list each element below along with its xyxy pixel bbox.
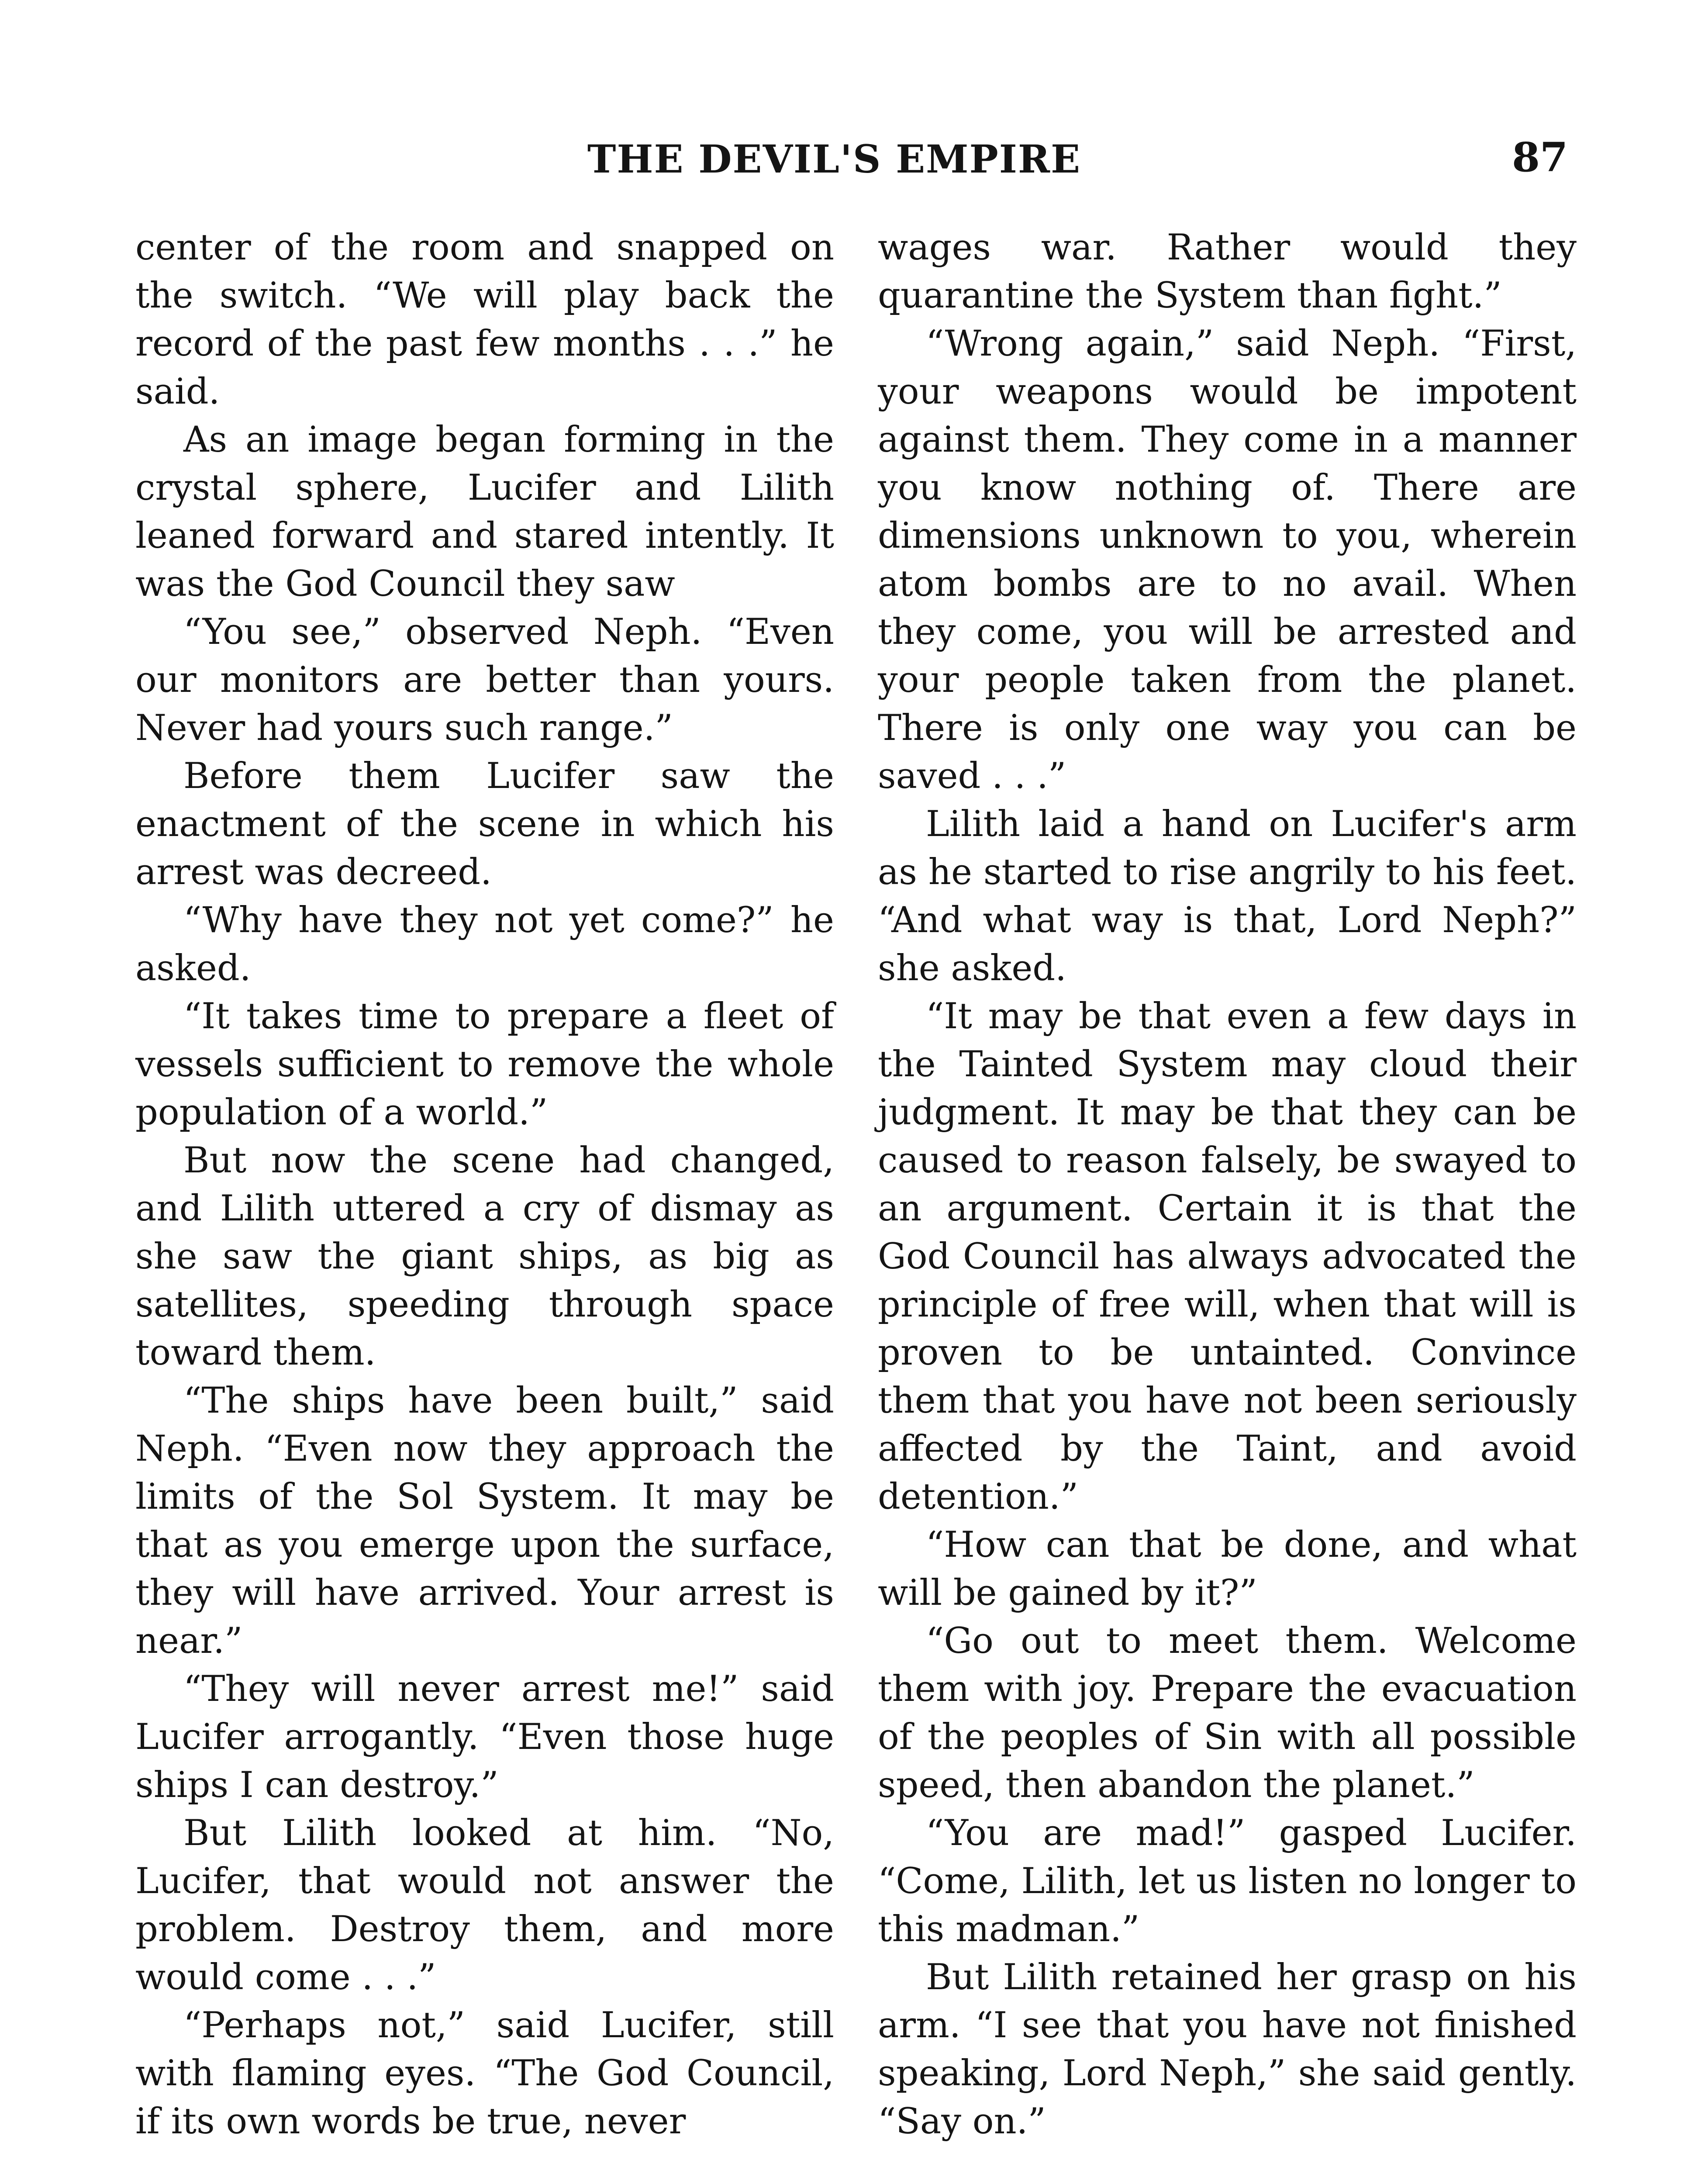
paragraph: But now the scene had changed, and Lilith uttered a cry of dismay as she saw the giant ships, as big as satellites, speeding through space toward them. — [135, 1140, 834, 1373]
paragraph: “Go out to meet them. Welcome them with joy. Prepare the evacuation of the peoples of Sin with all possible speed, then abandon the planet.” — [878, 1621, 1577, 1806]
left-column — [135, 224, 834, 2146]
running-header — [0, 136, 1691, 202]
paragraph: “Wrong again,” said Neph. “First, your weapons would be impotent against them. They come in a manner you know nothing of. There are dimensions unknown to you, wherein atom bombs are to no avail. When they come, you will be arrested and your people taken from the planet. There is only one way you can be saved . . .” — [878, 323, 1577, 797]
paragraph: “Perhaps not,” said Lucifer, still with flaming eyes. “The God Council, if its own words be true, never — [135, 2005, 834, 2142]
paragraph: “It takes time to prepare a fleet of vessels sufficient to remove the whole population of a world.” — [135, 996, 834, 1133]
paragraph: But Lilith retained her grasp on his arm. “I see that you have not finished speaking, Lord Neph,” she said gently. “Say on.” — [878, 1957, 1577, 2142]
running-title: THE DEVIL'S EMPIRE — [587, 136, 1081, 182]
paragraph: center of the room and snapped on the switch. “We will play back the record of the past few months . . .” he said. — [135, 227, 834, 412]
paragraph: Lilith laid a hand on Lucifer's arm as he started to rise angrily to his feet. “And what way is that, Lord Neph?” she asked. — [878, 804, 1577, 989]
paragraph: “It may be that even a few days in the Tainted System may cloud their judgment. It may be that they can be caused to reason falsely, be swayed to an argument. Certain it is that the God Council has always advocated the principle of free will, when that will is proven to be untainted. Convince them that you have not been seriously affected by the Taint, and avoid detention.” — [878, 996, 1577, 1517]
paragraph: “You are mad!” gasped Lucifer. “Come, Lilith, let us listen no longer to this madman.” — [878, 1813, 1577, 1950]
paragraph: “They will never arrest me!” said Lucifer arrogantly. “Even those huge ships I can destroy.” — [135, 1669, 834, 1806]
paragraph: “Why have they not yet come?” he asked. — [135, 900, 834, 989]
paragraph: But Lilith looked at him. “No, Lucifer, that would not answer the problem. Destroy them, and more would come . . .” — [135, 1813, 834, 1998]
paragraph: “The ships have been built,” said Neph. “Even now they approach the limits of the Sol System. It may be that as you emerge upon the surface, they will have arrived. Your arrest is near.” — [135, 1380, 834, 1662]
right-column — [878, 224, 1577, 2146]
paragraph: wages war. Rather would they quarantine the System than fight.” — [878, 227, 1577, 316]
paragraph: “You see,” observed Neph. “Even our monitors are better than yours. Never had yours such range.” — [135, 612, 834, 749]
paragraph: Before them Lucifer saw the enactment of the scene in which his arrest was decreed. — [135, 756, 834, 893]
paragraph: As an image began forming in the crystal sphere, Lucifer and Lilith leaned forward and stared intently. It was the God Council they saw — [135, 419, 834, 605]
page-number: 87 — [1512, 134, 1568, 181]
paragraph: “How can that be done, and what will be gained by it?” — [878, 1524, 1577, 1614]
